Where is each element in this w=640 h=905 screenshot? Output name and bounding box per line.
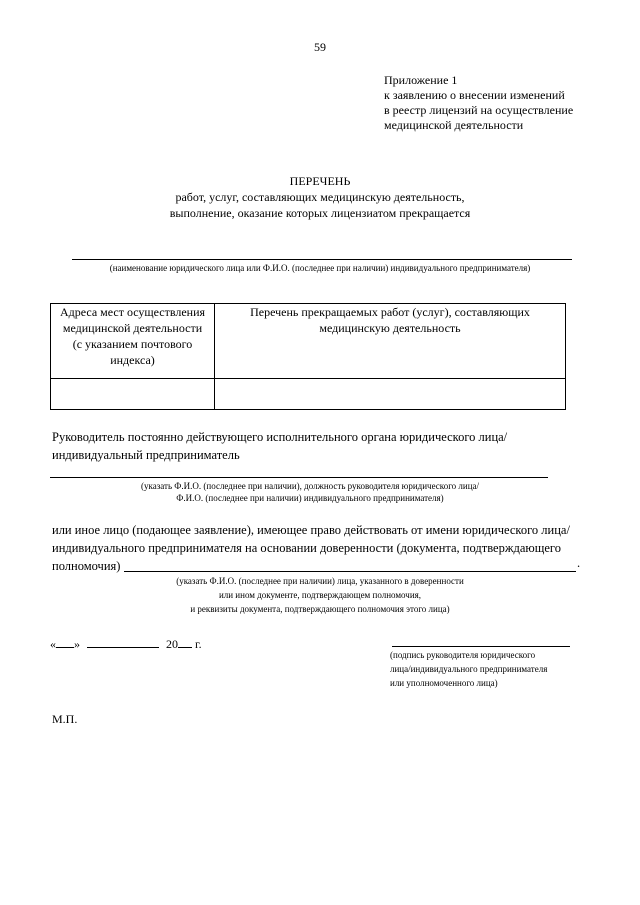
other-person-section: [52, 521, 570, 575]
title-heading: ПЕРЕЧЕНЬ: [289, 174, 351, 188]
date-field: « » 20 г.: [50, 637, 202, 651]
services-cell[interactable]: [215, 379, 566, 410]
head-name-field[interactable]: [50, 477, 548, 478]
other-person-field[interactable]: [124, 571, 576, 572]
services-table: [50, 303, 566, 410]
other-line: полномочия): [52, 559, 121, 573]
title-line: работ, услуг, составляющих медицинскую деятельность,: [175, 190, 465, 204]
licensee-name-field[interactable]: [72, 259, 572, 260]
head-section: [52, 428, 507, 464]
year-field[interactable]: [178, 636, 192, 648]
other-line: индивидуального предпринимателя на основании доверенности (документа, подтверждающего: [52, 541, 561, 555]
table-row: [51, 379, 566, 410]
other-line: или иное лицо (подающее заявление), имеющее право действовать от имени юридического лица/: [52, 523, 570, 537]
month-field[interactable]: [87, 636, 159, 648]
appendix-line: Приложение 1: [384, 73, 458, 87]
services-column-header: Перечень прекращаемых работ (услуг), составляющих медицинскую деятельность: [215, 304, 566, 379]
appendix-line: медицинской деятельности: [384, 118, 524, 132]
end-mark: .: [577, 556, 581, 570]
day-field[interactable]: [56, 636, 74, 648]
signature-field[interactable]: [392, 646, 570, 647]
appendix-line: в реестр лицензий на осуществление: [384, 103, 574, 117]
stamp-label: М.П.: [52, 712, 78, 726]
head-caption: (указать Ф.И.О. (последнее при наличии), должность руководителя юридического лица/ Ф.И.О. (последнее при наличии) индивидуального предпринимателя): [140, 481, 480, 503]
address-column-header: Адреса мест осуществления медицинской деятельности (с указанием почтового индекса): [51, 304, 215, 379]
title-line: выполнение, оказание которых лицензиатом прекращается: [169, 206, 471, 220]
licensee-name-caption: (наименование юридического лица или Ф.И.О. (последнее при наличии) индивидуального предпринимателя): [109, 263, 531, 273]
other-person-caption: (указать Ф.И.О. (последнее при наличии) лица, указанного в доверенности или ином документе, подтверждающем полномочия, и реквизиты документа, подтверждающего полномочия этого лица): [176, 576, 464, 614]
head-line: индивидуальный предприниматель: [52, 448, 240, 462]
document-title: [0, 173, 640, 221]
page-number: 59: [314, 40, 326, 54]
appendix-note: [384, 73, 573, 133]
appendix-line: к заявлению о внесении изменений: [384, 88, 565, 102]
signature-caption: (подпись руководителя юридического лица/индивидуального предпринимателя или уполномоченного лица): [390, 650, 548, 688]
head-line: Руководитель постоянно действующего исполнительного органа юридического лица/: [52, 430, 508, 444]
address-cell[interactable]: [51, 379, 215, 410]
